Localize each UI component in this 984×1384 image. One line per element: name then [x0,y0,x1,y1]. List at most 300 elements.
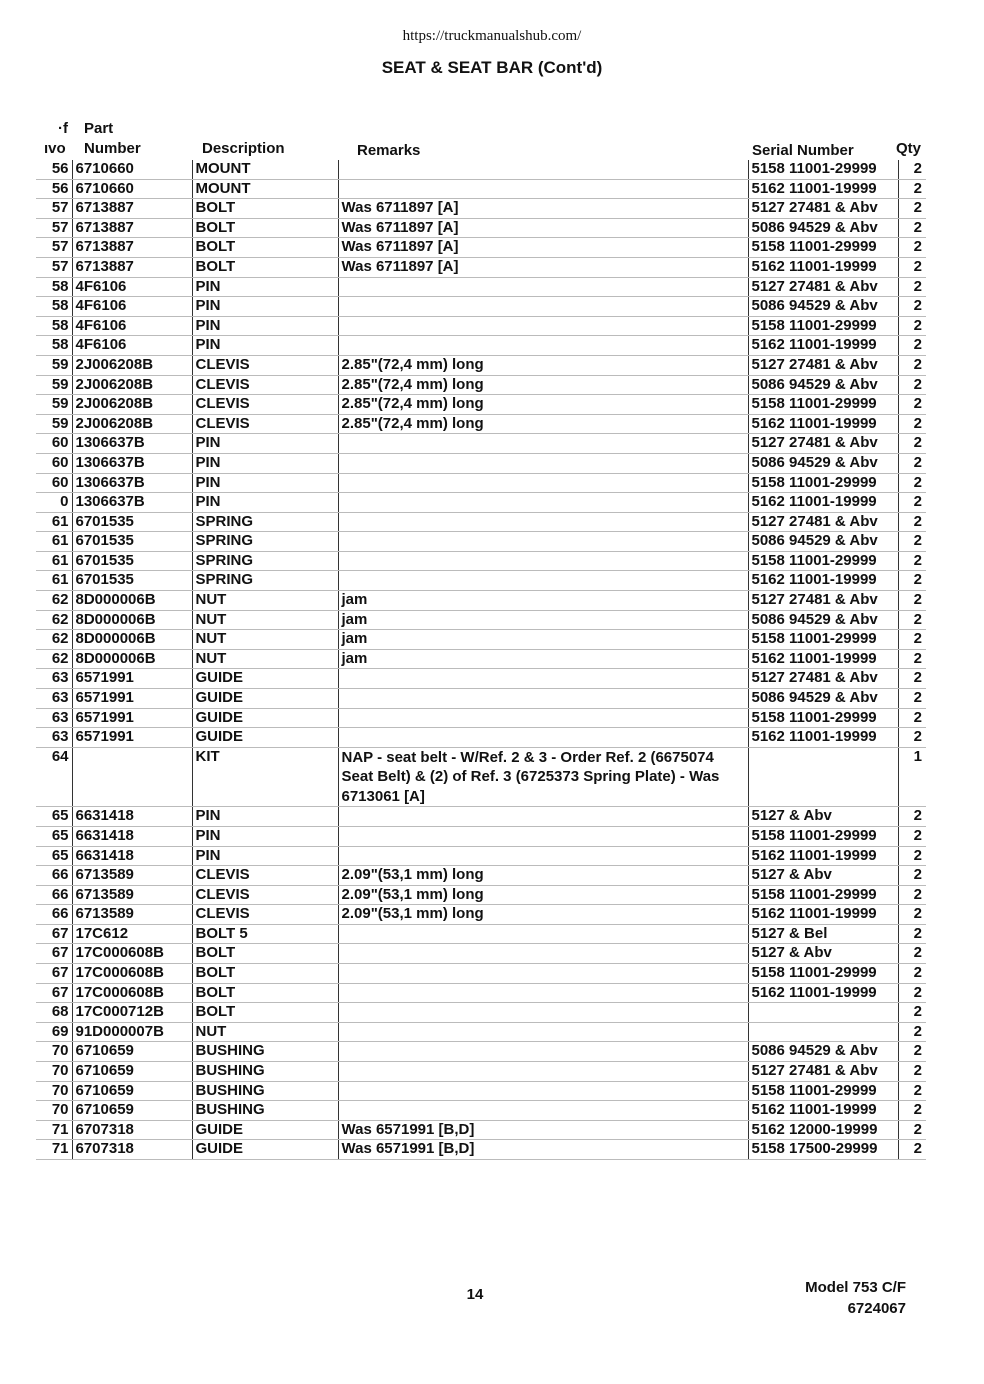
row-qty: 2 [898,355,926,375]
table-row [36,571,926,591]
row-serial-number: 5127 & Abv [748,944,898,964]
row-serial-number: 5158 11001-29999 [748,1081,898,1101]
table-row [36,1140,926,1160]
row-serial-number: 5162 11001-19999 [748,649,898,669]
row-remarks: Was 6711897 [A] [338,238,748,258]
row-part-number: 6713589 [72,885,192,905]
row-description: BOLT [192,964,338,984]
row-ref: 62 [36,649,72,669]
row-qty: 2 [898,1062,926,1082]
row-part-number: 8D000006B [72,591,192,611]
row-qty: 2 [898,1140,926,1160]
row-remarks [338,316,748,336]
row-remarks [338,336,748,356]
row-remarks [338,453,748,473]
row-description: CLEVIS [192,395,338,415]
table-row [36,708,926,728]
row-ref: 0 [36,493,72,513]
row-qty: 2 [898,434,926,454]
header-description: Description [202,140,285,157]
row-description: GUIDE [192,728,338,748]
row-serial-number: 5127 & Abv [748,807,898,827]
row-ref: 63 [36,669,72,689]
table-row [36,826,926,846]
row-part-number: 6571991 [72,708,192,728]
row-ref: 59 [36,395,72,415]
row-description: CLEVIS [192,414,338,434]
row-ref: 58 [36,316,72,336]
table-row [36,747,926,807]
header-part-line1: Part [84,120,114,137]
row-qty: 2 [898,610,926,630]
row-part-number: 6710660 [72,179,192,199]
row-qty: 2 [898,983,926,1003]
row-ref: 69 [36,1022,72,1042]
row-ref: 71 [36,1140,72,1160]
row-part-number: 6713887 [72,257,192,277]
row-serial-number: 5127 & Bel [748,924,898,944]
row-description: BOLT [192,218,338,238]
row-qty: 1 [898,747,926,807]
row-ref: 57 [36,218,72,238]
row-qty: 2 [898,708,926,728]
row-part-number: 17C000608B [72,983,192,1003]
row-part-number: 8D000006B [72,649,192,669]
row-qty: 2 [898,493,926,513]
row-description: MOUNT [192,179,338,199]
table-row [36,924,926,944]
row-qty: 2 [898,277,926,297]
row-remarks: 2.85"(72,4 mm) long [338,375,748,395]
row-description: PIN [192,297,338,317]
row-qty: 2 [898,1042,926,1062]
row-part-number: 6710659 [72,1062,192,1082]
table-row [36,257,926,277]
row-remarks: 2.09"(53,1 mm) long [338,885,748,905]
row-description: BOLT 5 [192,924,338,944]
row-serial-number: 5086 94529 & Abv [748,689,898,709]
row-qty: 2 [898,453,926,473]
row-remarks [338,473,748,493]
row-qty: 2 [898,297,926,317]
table-row [36,297,926,317]
row-qty: 2 [898,1003,926,1023]
row-part-number: 6713887 [72,199,192,219]
row-ref: 64 [36,747,72,807]
row-remarks [338,689,748,709]
row-remarks [338,1062,748,1082]
row-remarks [338,826,748,846]
row-remarks: 2.85"(72,4 mm) long [338,395,748,415]
table-row [36,512,926,532]
row-ref: 66 [36,866,72,886]
row-description: NUT [192,630,338,650]
row-qty: 2 [898,964,926,984]
row-qty: 2 [898,512,926,532]
row-remarks [338,297,748,317]
row-qty: 2 [898,375,926,395]
table-row [36,414,926,434]
table-row [36,473,926,493]
table-row [36,983,926,1003]
row-ref: 57 [36,238,72,258]
row-part-number: 6710659 [72,1101,192,1121]
row-serial-number: 5086 94529 & Abv [748,297,898,317]
row-qty: 2 [898,1101,926,1121]
table-row [36,846,926,866]
row-remarks: jam [338,610,748,630]
row-remarks [338,512,748,532]
page-number: 14 [466,1286,484,1303]
row-qty: 2 [898,649,926,669]
table-row [36,591,926,611]
row-serial-number: 5162 12000-19999 [748,1120,898,1140]
row-description: BOLT [192,199,338,219]
row-description: BUSHING [192,1062,338,1082]
model-info [760,1277,906,1319]
row-qty: 2 [898,1081,926,1101]
row-qty: 2 [898,689,926,709]
row-serial-number: 5127 & Abv [748,866,898,886]
row-serial-number: 5158 11001-29999 [748,885,898,905]
row-serial-number: 5162 11001-19999 [748,414,898,434]
row-serial-number: 5127 27481 & Abv [748,277,898,297]
row-serial-number: 5086 94529 & Abv [748,1042,898,1062]
header-ref-line2: ıvo [44,140,66,157]
row-description: CLEVIS [192,375,338,395]
table-row [36,493,926,513]
row-part-number: 6631418 [72,807,192,827]
model-name: Model 753 C/F [805,1279,906,1296]
row-remarks [338,160,748,179]
header-remarks: Remarks [357,142,421,159]
row-qty: 2 [898,924,926,944]
table-row [36,277,926,297]
row-description: BUSHING [192,1081,338,1101]
row-part-number: 6710659 [72,1081,192,1101]
row-remarks: jam [338,630,748,650]
table-row [36,395,926,415]
row-part-number: 6707318 [72,1140,192,1160]
row-qty: 2 [898,473,926,493]
row-description: SPRING [192,532,338,552]
row-serial-number: 5162 11001-19999 [748,905,898,925]
table-row [36,199,926,219]
row-description: PIN [192,846,338,866]
row-part-number: 6710660 [72,160,192,179]
row-ref: 71 [36,1120,72,1140]
row-serial-number: 5162 11001-19999 [748,728,898,748]
row-qty: 2 [898,199,926,219]
row-remarks [338,807,748,827]
row-remarks [338,277,748,297]
row-description: CLEVIS [192,885,338,905]
row-ref: 58 [36,336,72,356]
row-description: KIT [192,747,338,807]
row-remarks: Was 6711897 [A] [338,218,748,238]
row-remarks [338,1022,748,1042]
table-row [36,1120,926,1140]
table-row [36,1062,926,1082]
row-serial-number [748,747,898,807]
row-part-number: 1306637B [72,493,192,513]
row-qty: 2 [898,1022,926,1042]
row-part-number: 4F6106 [72,316,192,336]
row-ref: 67 [36,944,72,964]
row-remarks: Was 6711897 [A] [338,257,748,277]
row-ref: 60 [36,473,72,493]
row-qty: 2 [898,669,926,689]
row-description: GUIDE [192,708,338,728]
row-ref: 65 [36,826,72,846]
row-remarks [338,179,748,199]
table-row [36,630,926,650]
table-row [36,1003,926,1023]
table-row [36,905,926,925]
row-remarks: jam [338,649,748,669]
row-qty: 2 [898,630,926,650]
row-part-number: 2J006208B [72,355,192,375]
row-description: CLEVIS [192,355,338,375]
row-description: GUIDE [192,1140,338,1160]
table-row [36,1081,926,1101]
row-part-number: 1306637B [72,453,192,473]
parts-table-body [36,160,926,1160]
row-part-number: 6631418 [72,826,192,846]
row-description: SPRING [192,512,338,532]
row-remarks [338,1042,748,1062]
row-ref: 57 [36,257,72,277]
row-description: SPRING [192,571,338,591]
row-description: SPRING [192,551,338,571]
row-part-number: 6701535 [72,551,192,571]
row-remarks [338,964,748,984]
row-serial-number [748,1003,898,1023]
parts-table [36,160,926,1160]
row-serial-number: 5162 11001-19999 [748,1101,898,1121]
row-qty: 2 [898,414,926,434]
table-row [36,316,926,336]
row-serial-number: 5162 11001-19999 [748,846,898,866]
row-remarks [338,493,748,513]
row-ref: 68 [36,1003,72,1023]
row-serial-number: 5158 11001-29999 [748,708,898,728]
row-remarks [338,846,748,866]
table-row [36,944,926,964]
row-part-number: 8D000006B [72,610,192,630]
row-description: NUT [192,649,338,669]
row-remarks [338,983,748,1003]
row-qty: 2 [898,826,926,846]
row-description: PIN [192,453,338,473]
row-ref: 70 [36,1081,72,1101]
table-row [36,964,926,984]
table-row [36,532,926,552]
row-qty: 2 [898,866,926,886]
row-qty: 2 [898,885,926,905]
row-description: BUSHING [192,1042,338,1062]
row-ref: 70 [36,1101,72,1121]
row-ref: 60 [36,453,72,473]
row-remarks: NAP - seat belt - W/Ref. 2 & 3 - Order Ref. 2 (6675074 Seat Belt) & (2) of Ref. 3 (6725373 Spring Plate) - Was 6713061 [A] [338,747,748,807]
row-description: PIN [192,493,338,513]
row-ref: 57 [36,199,72,219]
page-title: SEAT & SEAT BAR (Cont'd) [381,58,603,77]
table-row [36,551,926,571]
row-serial-number: 5127 27481 & Abv [748,512,898,532]
row-remarks [338,1003,748,1023]
row-serial-number: 5158 11001-29999 [748,630,898,650]
row-part-number: 6571991 [72,689,192,709]
row-description: PIN [192,336,338,356]
row-serial-number: 5127 27481 & Abv [748,669,898,689]
row-qty: 2 [898,532,926,552]
row-qty: 2 [898,179,926,199]
row-ref: 56 [36,160,72,179]
row-ref: 70 [36,1042,72,1062]
row-description: NUT [192,610,338,630]
row-description: PIN [192,277,338,297]
table-row [36,728,926,748]
row-description: PIN [192,826,338,846]
row-part-number: 8D000006B [72,630,192,650]
row-qty: 2 [898,807,926,827]
row-part-number [72,747,192,807]
row-description: BOLT [192,944,338,964]
row-qty: 2 [898,160,926,179]
row-ref: 62 [36,610,72,630]
row-remarks [338,532,748,552]
table-row [36,866,926,886]
row-remarks [338,924,748,944]
row-qty: 2 [898,218,926,238]
row-serial-number: 5158 11001-29999 [748,316,898,336]
row-serial-number: 5162 11001-19999 [748,983,898,1003]
table-row [36,1101,926,1121]
table-row [36,669,926,689]
row-serial-number: 5158 11001-29999 [748,551,898,571]
row-part-number: 6701535 [72,571,192,591]
row-serial-number: 5162 11001-19999 [748,493,898,513]
row-qty: 2 [898,1120,926,1140]
table-row [36,355,926,375]
row-remarks [338,551,748,571]
row-description: NUT [192,1022,338,1042]
row-serial-number: 5127 27481 & Abv [748,355,898,375]
row-part-number: 17C000608B [72,964,192,984]
table-row [36,375,926,395]
row-qty: 2 [898,238,926,258]
row-part-number: 6713887 [72,238,192,258]
row-serial-number: 5086 94529 & Abv [748,453,898,473]
row-serial-number: 5127 27481 & Abv [748,199,898,219]
row-part-number: 2J006208B [72,414,192,434]
row-ref: 65 [36,846,72,866]
row-serial-number: 5127 27481 & Abv [748,434,898,454]
doc-number: 6724067 [847,1300,906,1317]
row-description: GUIDE [192,689,338,709]
row-qty: 2 [898,728,926,748]
row-description: BOLT [192,1003,338,1023]
row-part-number: 17C612 [72,924,192,944]
row-remarks: 2.85"(72,4 mm) long [338,355,748,375]
row-part-number: 6713589 [72,866,192,886]
row-part-number: 4F6106 [72,336,192,356]
row-remarks [338,944,748,964]
row-serial-number: 5086 94529 & Abv [748,375,898,395]
row-qty: 2 [898,591,926,611]
row-part-number: 1306637B [72,473,192,493]
row-ref: 62 [36,591,72,611]
row-serial-number: 5086 94529 & Abv [748,218,898,238]
row-ref: 58 [36,277,72,297]
table-row [36,885,926,905]
row-remarks [338,669,748,689]
row-remarks: 2.09"(53,1 mm) long [338,905,748,925]
row-ref: 66 [36,905,72,925]
row-ref: 67 [36,983,72,1003]
table-row [36,610,926,630]
row-serial-number: 5162 11001-19999 [748,257,898,277]
row-qty: 2 [898,316,926,336]
row-part-number: 6713589 [72,905,192,925]
row-serial-number: 5162 11001-19999 [748,336,898,356]
row-description: PIN [192,807,338,827]
table-row [36,649,926,669]
row-serial-number: 5158 11001-29999 [748,473,898,493]
row-ref: 59 [36,375,72,395]
row-part-number: 4F6106 [72,297,192,317]
row-ref: 65 [36,807,72,827]
table-row [36,689,926,709]
row-ref: 67 [36,964,72,984]
row-description: GUIDE [192,669,338,689]
row-serial-number: 5162 11001-19999 [748,179,898,199]
row-qty: 2 [898,846,926,866]
row-part-number: 17C000712B [72,1003,192,1023]
table-row [36,218,926,238]
header-part-line2: Number [84,140,141,157]
row-remarks: Was 6711897 [A] [338,199,748,219]
row-qty: 2 [898,905,926,925]
row-ref: 62 [36,630,72,650]
row-part-number: 6701535 [72,512,192,532]
table-row [36,434,926,454]
row-ref: 59 [36,355,72,375]
row-description: BOLT [192,983,338,1003]
row-part-number: 91D000007B [72,1022,192,1042]
table-row [36,179,926,199]
row-qty: 2 [898,551,926,571]
row-ref: 61 [36,571,72,591]
row-description: PIN [192,316,338,336]
row-serial-number: 5086 94529 & Abv [748,532,898,552]
row-description: NUT [192,591,338,611]
row-part-number: 6710659 [72,1042,192,1062]
row-ref: 63 [36,708,72,728]
row-ref: 61 [36,551,72,571]
row-ref: 61 [36,532,72,552]
header-qty: Qty [896,140,922,157]
row-description: CLEVIS [192,905,338,925]
row-serial-number: 5158 11001-29999 [748,395,898,415]
row-ref: 66 [36,885,72,905]
table-row [36,160,926,179]
row-remarks [338,434,748,454]
table-row [36,1022,926,1042]
row-part-number: 1306637B [72,434,192,454]
row-description: CLEVIS [192,866,338,886]
